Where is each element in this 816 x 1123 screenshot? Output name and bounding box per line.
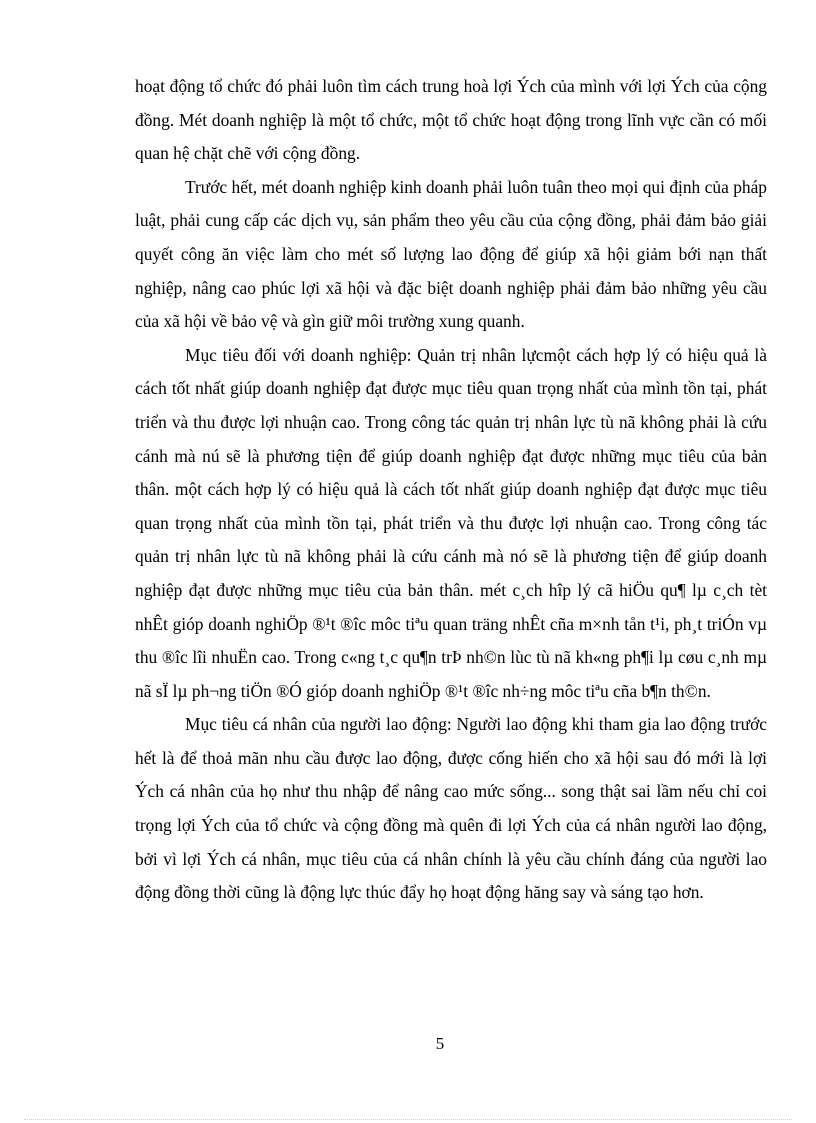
page-number: 5 xyxy=(435,1034,445,1053)
page-bottom-divider xyxy=(24,1119,792,1120)
paragraph-3: Mục tiêu đối với doanh nghiệp: Quản trị nhân lựcmột cách hợp lý có hiệu quả là cách tốt nhất giúp doanh nghiệp đạt được mục tiêu quan trọng nhất của mình tồn tại, phát triển và thu được lợi nhuận cao. Trong công tác quản trị nhân lực tù nã không phải là cứu cánh mà nú sẽ là phương tiện để giúp doanh nghiệp đạt được những mục tiêu của bản thân. một cách hợp lý có hiệu quả là cách tốt nhất giúp doanh nghiệp đạt được mục tiêu quan trọng nhất của mình tồn tại, phát triển và thu được lợi nhuận cao. Trong công tác quản trị nhân lực tù nã không phải là cứu cánh mà nó sẽ là phương tiện để giúp doanh nghiệp đạt được những mục tiêu của bản thân. mét c¸ch hîp lý cã hiÖu qu¶ lµ c¸ch tèt nhÊt gióp doanh nghiÖp ®¹t ®îc môc tiªu quan träng nhÊt cña m×nh tån t¹i, ph¸t triÓn vµ thu ®îc lîi nhuËn cao. Trong c«ng t¸c qu¶n trÞ nh©n lùc tù nã kh«ng ph¶i lµ cøu c¸nh mµ nã sÏ lµ ph¬ng tiÖn ®Ó gióp doanh nghiÖp ®¹t ®îc nh÷ng môc tiªu cña b¶n th©n. xyxy=(135,344,767,701)
paragraph-1: hoạt động tổ chức đó phải luôn tìm cách trung hoà lợi Ých của mình với lợi Ých của cộng đồng. Mét doanh nghiệp là một tổ chức, một tổ chức hoạt động trong lĩnh vực cần có mối quan hệ chặt chẽ với cộng đồng. xyxy=(135,76,767,164)
paragraph-4: Mục tiêu cá nhân của người lao động: Người lao động khi tham gia lao động trước hết là để thoả mãn nhu cầu được lao động, được cống hiến cho xã hội sau đó mới là lợi Ých cá nhân của họ như thu nhập để nâng cao mức sống... song thật sai lầm nếu chỉ coi trọng lợi Ých của tổ chức và cộng đồng mà quên đi lợi Ých của cá nhân người lao động, bởi vì lợi Ých cá nhân, mục tiêu của cá nhân chính là yêu cầu chính đáng của người lao động đồng thời cũng là động lực thúc đẩy họ hoạt động hăng say và sáng tạo hơn. xyxy=(135,714,767,903)
paragraph-2: Trước hết, mét doanh nghiệp kinh doanh phải luôn tuân theo mọi qui định của pháp luật, phải cung cấp các dịch vụ, sản phẩm theo yêu cầu của cộng đồng, phải đảm bảo giải quyết công ăn việc làm cho mét số lượng lao động để giúp xã hội giảm bới nạn thất nghiệp, nâng cao phúc lợi xã hội và đặc biệt doanh nghiệp phải đảm bảo những yêu cầu của xã hội về bảo vệ và gìn giữ môi trường xung quanh. xyxy=(135,176,767,332)
body-text xyxy=(135,70,767,910)
